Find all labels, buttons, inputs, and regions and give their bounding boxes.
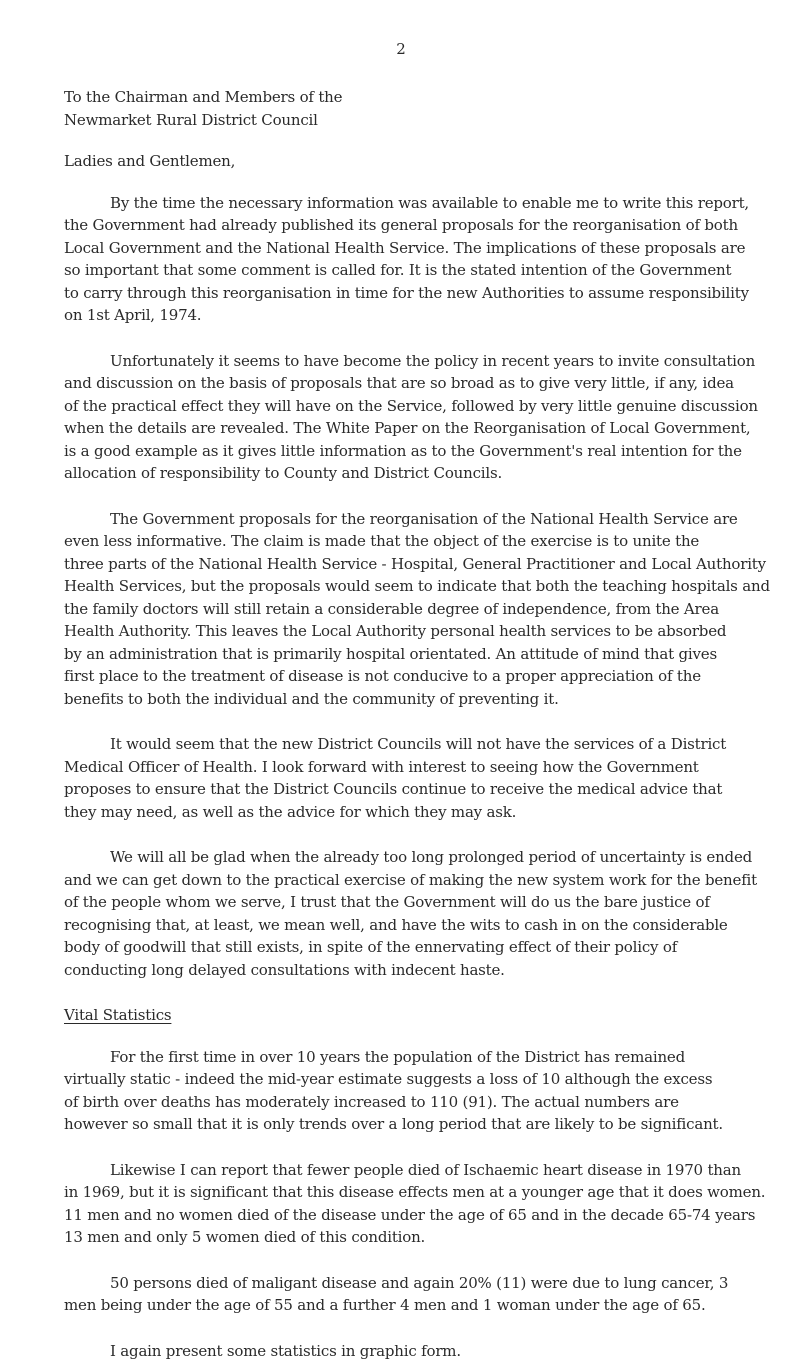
paragraph-line: body of goodwill that still exists, in spite of the ennervating effect of their policy of <box>64 936 801 959</box>
paragraph-line: I again present some statistics in graphic form. <box>64 1340 801 1362</box>
paragraph-line: conducting long delayed consultations with indecent haste. <box>64 959 801 982</box>
paragraph-line: the family doctors will still retain a considerable degree of independence, from the Area <box>64 598 801 621</box>
paragraph-line: By the time the necessary information was available to enable me to write this report, <box>64 192 801 215</box>
paragraph <box>64 1046 801 1136</box>
paragraph <box>64 1159 801 1249</box>
section-heading-text: Vital Statistics <box>64 1004 801 1027</box>
paragraph <box>64 192 801 327</box>
paragraph-line: 50 persons died of maligant disease and again 20% (11) were due to lung cancer, 3 <box>64 1272 801 1295</box>
paragraph-line: three parts of the National Health Service - Hospital, General Practitioner and Local Authority <box>64 553 801 576</box>
paragraph-line: the Government had already published its general proposals for the reorganisation of both <box>64 214 801 237</box>
paragraph-line: Local Government and the National Health Service. The implications of these proposals are <box>64 237 801 260</box>
paragraph-line: to carry through this reorganisation in time for the new Authorities to assume responsibility <box>64 282 801 305</box>
paragraph-line: of the practical effect they will have on the Service, followed by very little genuine discussion <box>64 395 801 418</box>
paragraph <box>64 508 801 711</box>
paragraph-line: even less informative. The claim is made that the object of the exercise is to unite the <box>64 530 801 553</box>
paragraph-line: 11 men and no women died of the disease under the age of 65 and in the decade 65-74 years <box>64 1204 801 1227</box>
paragraph-line: The Government proposals for the reorganisation of the National Health Service are <box>64 508 801 531</box>
paragraph-line: is a good example as it gives little information as to the Government's real intention for the <box>64 440 801 463</box>
paragraph <box>64 846 801 981</box>
paragraph-line: of the people whom we serve, I trust that the Government will do us the bare justice of <box>64 891 801 914</box>
paragraph <box>64 1340 801 1362</box>
paragraph-line: they may need, as well as the advice for which they may ask. <box>64 801 801 824</box>
paragraph-line: recognising that, at least, we mean well, and have the wits to cash in on the considerable <box>64 914 801 937</box>
paragraph-line: Health Authority. This leaves the Local Authority personal health services to be absorbed <box>64 620 801 643</box>
paragraph-line: when the details are revealed. The White Paper on the Reorganisation of Local Government, <box>64 417 801 440</box>
paragraph <box>64 1272 801 1317</box>
paragraph-line: first place to the treatment of disease is not conducive to a proper appreciation of the <box>64 665 801 688</box>
paragraph <box>64 733 801 823</box>
paragraph-line: Likewise I can report that fewer people died of Ischaemic heart disease in 1970 than <box>64 1159 801 1182</box>
paragraph-line: 13 men and only 5 women died of this condition. <box>64 1226 801 1249</box>
paragraph-line: however so small that it is only trends over a long period that are likely to be significant. <box>64 1113 801 1136</box>
paragraph-line: of birth over deaths has moderately increased to 110 (91). The actual numbers are <box>64 1091 801 1114</box>
paragraph-line: allocation of responsibility to County and District Councils. <box>64 462 801 485</box>
salutation <box>64 150 801 173</box>
paragraph-line: in 1969, but it is significant that this disease effects men at a younger age that it does women. <box>64 1181 801 1204</box>
paragraph-line: proposes to ensure that the District Councils continue to receive the medical advice that <box>64 778 801 801</box>
address-block <box>64 86 801 131</box>
paragraph <box>64 350 801 485</box>
paragraph-line: It would seem that the new District Councils will not have the services of a District <box>64 733 801 756</box>
paragraph-line: and we can get down to the practical exercise of making the new system work for the benefit <box>64 869 801 892</box>
salutation-text: Ladies and Gentlemen, <box>64 150 801 173</box>
paragraph-line: virtually static - indeed the mid-year estimate suggests a loss of 10 although the excess <box>64 1068 801 1091</box>
paragraph-line: on 1st April, 1974. <box>64 304 801 327</box>
paragraph-line: Health Services, but the proposals would seem to indicate that both the teaching hospitals and <box>64 575 801 598</box>
paragraph-line: Medical Officer of Health. I look forward with interest to seeing how the Government <box>64 756 801 779</box>
address-line: Newmarket Rural District Council <box>64 109 801 132</box>
paragraph-line: We will all be glad when the already too long prolonged period of uncertainty is ended <box>64 846 801 869</box>
paragraph-line: For the first time in over 10 years the population of the District has remained <box>64 1046 801 1069</box>
paragraph-line: so important that some comment is called for. It is the stated intention of the Government <box>64 259 801 282</box>
page-number: 2 <box>391 38 411 61</box>
section-heading <box>64 1004 801 1027</box>
paragraph-line: and discussion on the basis of proposals that are so broad as to give very little, if any, idea <box>64 372 801 395</box>
address-line: To the Chairman and Members of the <box>64 86 801 109</box>
letter-body <box>64 86 801 1362</box>
paragraph-line: by an administration that is primarily hospital orientated. An attitude of mind that gives <box>64 643 801 666</box>
paragraph-line: benefits to both the individual and the community of preventing it. <box>64 688 801 711</box>
paragraph-line: men being under the age of 55 and a further 4 men and 1 woman under the age of 65. <box>64 1294 801 1317</box>
paragraph-line: Unfortunately it seems to have become the policy in recent years to invite consultation <box>64 350 801 373</box>
